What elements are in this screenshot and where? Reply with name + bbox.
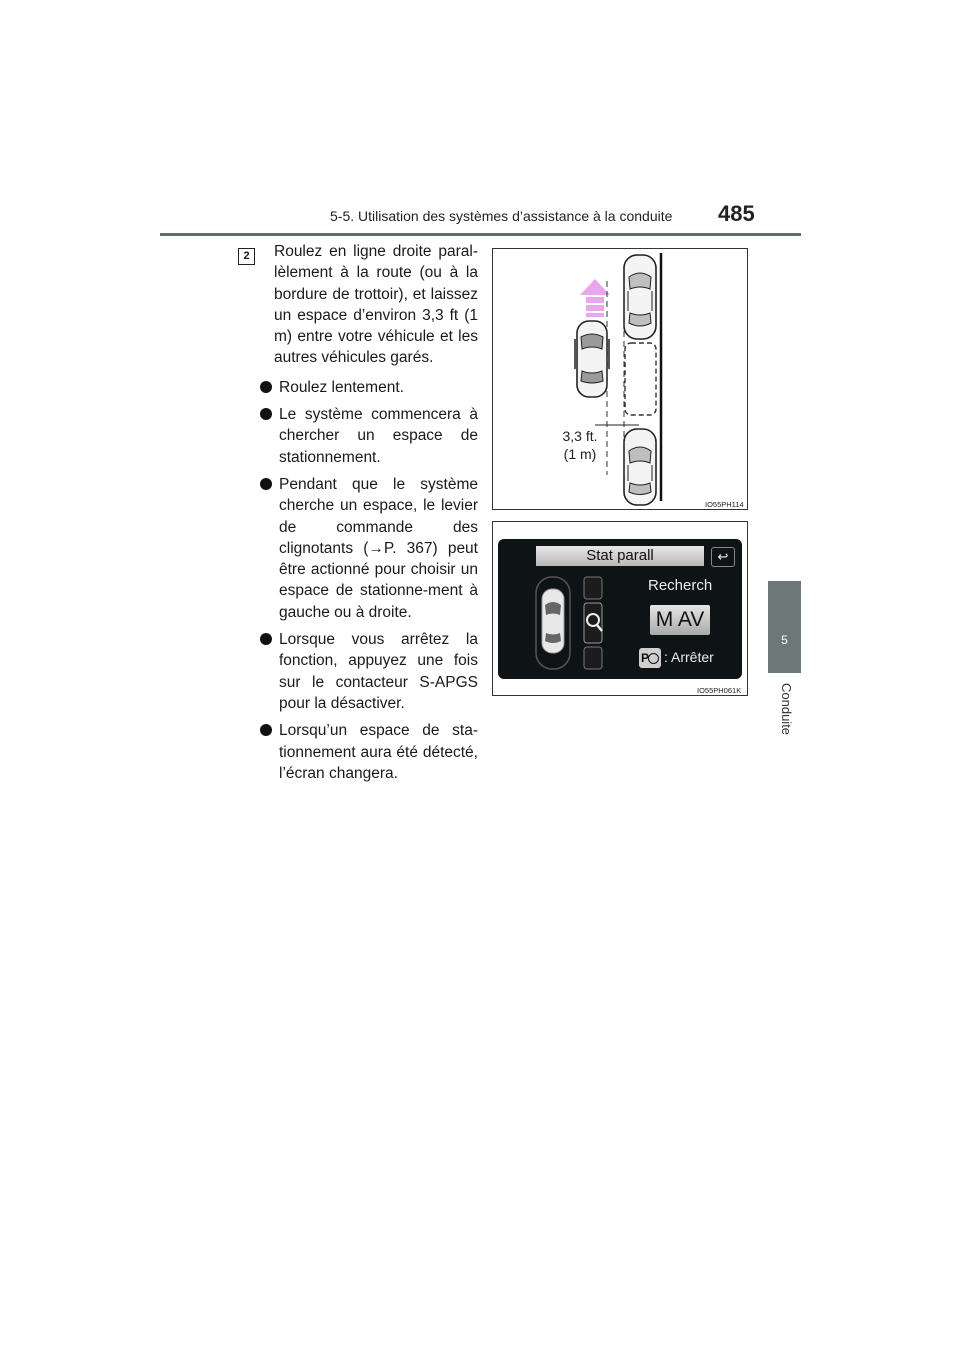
parking-diagram-figure: [492, 248, 748, 510]
step-instruction: Roulez en ligne droite paral-lèlement à la route (ou à la bordure de trottoir), et laissez un espace d’environ 3,3 ft (1 m) entre votre véhicule et les autres véhicules garés.: [274, 243, 478, 367]
chapter-number: 5: [781, 633, 788, 647]
figure-code: IO55PH061K: [697, 686, 742, 695]
chapter-tab: [768, 581, 801, 673]
screen-title-bar: Stat parall: [536, 546, 704, 566]
bullet-item: Le système commencera à chercher un espace de stationnement.: [260, 404, 478, 468]
bullet-item: Roulez lentement.: [260, 377, 478, 398]
parking-space-outline: [625, 343, 656, 415]
screen-vehicle-icon: [542, 589, 564, 653]
display-screen-figure: [492, 521, 748, 696]
bullet-dot-icon: [260, 724, 272, 736]
header-divider: [160, 233, 801, 236]
slot-bottom: [584, 647, 602, 669]
bullet-item: Lorsque vous arrêtez la fonction, appuyez une fois sur le contacteur S-APGS pour la désactiver.: [260, 629, 478, 714]
own-vehicle-icon: [574, 321, 610, 397]
measure-label-line2: (1 m): [563, 446, 597, 462]
measure-label-line1: 3,3 ft.: [562, 428, 598, 444]
step-body: [260, 241, 478, 790]
figure-code: IO55PH114: [705, 500, 744, 509]
back-button[interactable]: [711, 547, 735, 567]
bullet-item: Lorsqu’un espace de sta-tionnement aura été détecté, l’écran changera.: [260, 720, 478, 784]
bullet-item: Pendant que le système cherche un espace, le levier de commande des clignotants (→P. 367) peut être actionné pour choisir un espace de stationne-ment à gauche ou à droite.: [260, 474, 478, 623]
bullet-dot-icon: [260, 381, 272, 393]
stop-instruction-label: : Arrêter: [664, 649, 714, 665]
header-section-title: 5-5. Utilisation des systèmes d’assistance à la conduite: [330, 208, 673, 224]
parking-assist-switch-icon: P: [639, 648, 661, 668]
direction-arrow-icon: [580, 279, 610, 317]
page-number: 485: [718, 201, 755, 226]
back-arrow-icon: ↩: [717, 549, 729, 564]
parking-diagram: [493, 249, 747, 509]
bullet-dot-icon: [260, 408, 272, 420]
multi-display-screen: [498, 539, 742, 679]
bullet-dot-icon: [260, 478, 272, 490]
slot-top: [584, 577, 602, 599]
step-number-badge: 2: [238, 248, 255, 265]
bullet-list: [260, 377, 478, 784]
parked-car-bottom-icon: [624, 429, 656, 505]
chapter-label: Conduite: [779, 683, 794, 736]
bullet-dot-icon: [260, 633, 272, 645]
parking-search-graphic: [532, 573, 616, 673]
parked-car-top-icon: [624, 255, 656, 339]
mode-button[interactable]: M AV: [650, 605, 710, 635]
search-status-label: Recherch: [648, 577, 713, 594]
